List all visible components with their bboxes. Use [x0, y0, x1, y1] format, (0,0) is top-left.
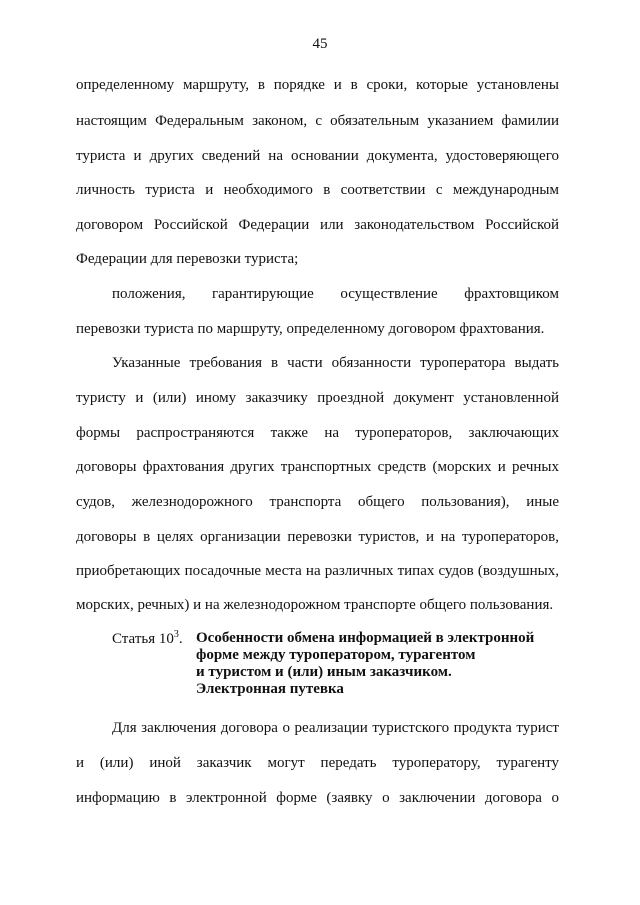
paragraph-3-line-3: формы распространяются также на туроператоров, заключающих: [76, 425, 559, 441]
article-title-line-2: форме между туроператором, турагентом: [196, 647, 476, 663]
paragraph-3-line-2: туристу и (или) иному заказчику проездной документ установленной: [76, 390, 559, 406]
paragraph-3-line-5: судов, железнодорожного транспорта общего пользования), иные: [76, 494, 559, 510]
paragraph-2-line-2: перевозки туриста по маршруту, определенному договором фрахтования.: [76, 321, 545, 337]
paragraph-1-line-3: туриста и других сведений на основании документа, удостоверяющего: [76, 148, 559, 164]
article-title-line-4: Электронная путевка: [196, 681, 344, 697]
paragraph-1-line-2: настоящим Федеральным законом, с обязательным указанием фамилии: [76, 113, 559, 129]
paragraph-4-line-3: информацию в электронной форме (заявку о заключении договора о: [76, 790, 559, 806]
paragraph-3-line-8: морских, речных) и на железнодорожном транспорте общего пользования.: [76, 597, 554, 613]
paragraph-3-line-6: договоры в целях организации перевозки туристов, и на туроператоров,: [76, 529, 559, 545]
article-title-line-3: и туристом и (или) иным заказчиком.: [196, 664, 452, 680]
paragraph-4-line-2: и (или) иной заказчик могут передать туроператору, турагенту: [76, 755, 559, 771]
article-label-text: Статья 10: [112, 631, 174, 647]
paragraph-3-line-1: Указанные требования в части обязанности туроператора выдать: [112, 355, 559, 371]
article-title-line-1: Особенности обмена информацией в электронной: [196, 630, 535, 646]
paragraph-1-line-6: Федерации для перевозки туриста;: [76, 251, 299, 267]
article-label-superscript: 3: [173, 629, 179, 640]
paragraph-1-line-1: определенному маршруту, в порядке и в сроки, которые установлены: [76, 77, 559, 93]
paragraph-3-line-4: договоры фрахтования других транспортных средств (морских и речных: [76, 459, 559, 475]
article-label-suffix: .: [178, 631, 183, 647]
paragraph-4-line-1: Для заключения договора о реализации туристского продукта турист: [112, 720, 559, 736]
paragraph-3-line-7: приобретающих посадочные места на различных типах судов (воздушных,: [76, 563, 559, 579]
page-number: 45: [312, 36, 328, 52]
paragraph-1-line-4: личность туриста и необходимого в соответствии с международным: [76, 182, 559, 198]
article-label: [112, 630, 183, 648]
paragraph-1-line-5: договором Российской Федерации или законодательством Российской: [76, 217, 559, 233]
article-title: [196, 630, 556, 698]
paragraph-2-line-1: положения, гарантирующие осуществление фрахтовщиком: [112, 286, 559, 302]
